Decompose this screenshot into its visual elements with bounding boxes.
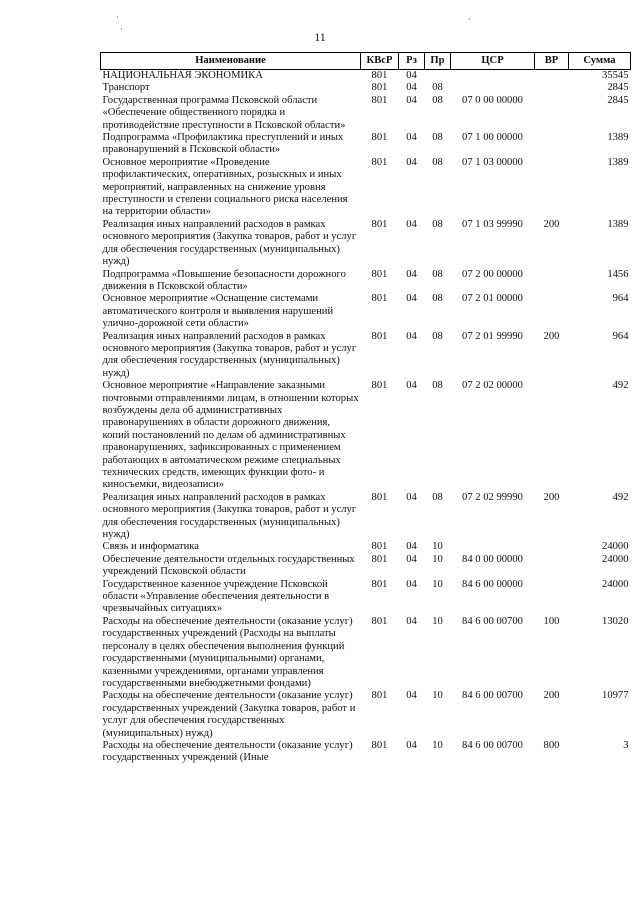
row-name: Реализация иных направлений расходов в рамках основного мероприятия (Закупка товаров, работ и услуг для обеспечения государственных (муниципальных) нужд) (102, 218, 357, 268)
row-kvsr: 801 (371, 330, 388, 342)
row-csr: 07 1 00 00000 (462, 132, 523, 144)
row-sum: 13020 (602, 615, 629, 627)
row-name: Реализация иных направлений расходов в рамках основного мероприятия (Закупка товаров, работ и услуг для обеспечения государственных (муниципальных) нужд) (102, 491, 357, 541)
row-name: Расходы на обеспечение деятельности (оказание услуг) государственных учреждений (Иные (102, 739, 353, 764)
table-row (101, 331, 631, 381)
header-csr: ЦСР (451, 53, 535, 70)
row-csr: 07 2 02 00000 (462, 380, 523, 392)
row-kvsr: 801 (371, 553, 388, 565)
row-vr (535, 579, 569, 616)
row-vr (535, 95, 569, 132)
row-rz: 04 (406, 132, 417, 144)
row-sum: 24000 (602, 578, 629, 590)
row-kvsr: 801 (371, 541, 388, 553)
row-csr: 07 2 02 99990 (462, 491, 523, 503)
row-rz: 04 (406, 330, 417, 342)
table-row (101, 70, 631, 83)
row-name: Расходы на обеспечение деятельности (оказание услуг) государственных учреждений (Закупка товаров, работ и услуг для обеспечения государственных (муниципальных) нужд) (102, 690, 356, 739)
row-name: Основное мероприятие «Оснащение системами автоматического контроля и выявления нарушений улично-дорожной сети области» (102, 293, 334, 330)
row-kvsr: 801 (371, 690, 388, 702)
budget-table (100, 52, 631, 765)
row-csr: 07 0 00 00000 (462, 94, 523, 106)
row-csr: 07 1 03 00000 (462, 156, 523, 168)
row-pr: 10 (432, 553, 443, 565)
table-row (101, 95, 631, 132)
row-name: Основное мероприятие «Направление заказными почтовыми отправлениями лицам, в отношении которых возбуждены дела об административных правонарушениях в области дорожного движения, копий постановлений по делам об административных правонарушениях, зафиксированных с применением работающих в автоматическом режиме специальных технических средств, имеющих функции фото- и киносъемки, видеозаписи» (102, 380, 359, 491)
row-kvsr: 801 (371, 739, 388, 751)
row-sum: 492 (612, 380, 629, 392)
row-name: Подпрограмма «Повышение безопасности дорожного движения в Псковской области» (102, 268, 346, 292)
row-sum: 3 (623, 739, 629, 751)
row-kvsr: 801 (371, 268, 388, 280)
row-pr: 08 (432, 491, 443, 503)
row-kvsr: 801 (371, 218, 388, 230)
row-sum: 10977 (602, 690, 629, 702)
table-row (101, 219, 631, 269)
table-row (101, 269, 631, 294)
row-pr: 08 (432, 156, 443, 168)
table-row (101, 541, 631, 553)
header-sum: Сумма (569, 53, 631, 70)
row-rz: 04 (406, 739, 417, 751)
row-kvsr: 801 (371, 293, 388, 305)
row-rz: 04 (406, 541, 417, 553)
row-vr (535, 380, 569, 492)
row-rz: 04 (406, 615, 417, 627)
row-rz: 04 (406, 268, 417, 280)
row-vr (535, 82, 569, 94)
table-row (101, 132, 631, 157)
row-pr: 08 (432, 82, 443, 94)
row-vr (535, 157, 569, 219)
row-name: Подпрограмма «Профилактика преступлений и иных правонарушений в Псковской области» (102, 132, 344, 156)
table-body (101, 70, 631, 765)
row-rz: 04 (406, 94, 417, 106)
row-kvsr: 801 (371, 615, 388, 627)
table-row (101, 157, 631, 219)
row-rz: 04 (406, 218, 417, 230)
row-pr: 08 (432, 293, 443, 305)
row-pr: 10 (432, 739, 443, 751)
row-pr: 08 (432, 132, 443, 144)
header-name: Наименование (101, 53, 361, 70)
row-kvsr: 801 (371, 380, 388, 392)
row-vr: 800 (543, 739, 560, 751)
row-sum: 24000 (602, 553, 629, 565)
row-pr: 10 (432, 690, 443, 702)
row-vr (535, 132, 569, 157)
row-name: Связь и информатика (102, 541, 199, 553)
row-csr (451, 82, 535, 94)
row-name: Реализация иных направлений расходов в рамках основного мероприятия (Закупка товаров, работ и услуг для обеспечения государственных (муниципальных) нужд) (102, 330, 357, 379)
row-rz: 04 (406, 491, 417, 503)
row-name: Государственное казенное учреждение Псковской области «Управление обеспечения деятельности в чрезвычайных ситуациях» (102, 578, 330, 615)
row-sum: 2845 (607, 82, 629, 94)
row-rz: 04 (406, 380, 417, 392)
row-csr: 84 6 00 00700 (462, 739, 523, 751)
row-name: Основное мероприятие «Проведение профилактических, оперативных, розыскных и иных мероприятий, направленных на снижение уровня преступности и степени социального риска населения на территории области» (102, 156, 348, 218)
row-sum: 2845 (607, 94, 629, 106)
row-kvsr: 801 (371, 156, 388, 168)
row-vr (535, 293, 569, 330)
row-pr: 08 (432, 380, 443, 392)
row-csr: 84 6 00 00700 (462, 690, 523, 702)
row-vr: 200 (543, 491, 560, 503)
table-header-row (101, 53, 631, 70)
row-kvsr: 801 (371, 82, 388, 94)
row-rz: 04 (406, 578, 417, 590)
row-rz: 04 (406, 690, 417, 702)
row-pr: 08 (432, 330, 443, 342)
table-row (101, 740, 631, 765)
row-kvsr: 801 (371, 491, 388, 503)
row-rz: 04 (406, 70, 417, 81)
row-vr: 100 (543, 615, 560, 627)
row-rz: 04 (406, 553, 417, 565)
row-kvsr: 801 (371, 94, 388, 106)
header-rz: Рз (399, 53, 425, 70)
row-csr: 84 0 00 00000 (462, 553, 523, 565)
row-kvsr: 801 (371, 578, 388, 590)
table-row (101, 690, 631, 740)
header-kvsr: КВсР (361, 53, 399, 70)
row-sum: 1456 (607, 268, 629, 280)
row-sum: 964 (612, 293, 629, 305)
row-csr: 07 1 03 99990 (462, 218, 523, 230)
row-pr (425, 70, 451, 83)
row-csr: 84 6 00 00000 (462, 578, 523, 590)
row-name: Расходы на обеспечение деятельности (оказание услуг) государственных учреждений (Расходы на выплаты персоналу в целях обеспечения выполнения функций государственными (муниципальными) органами, казенными учреждениями, органами управления государственными внебюджетными фондами) (102, 615, 353, 689)
row-name: НАЦИОНАЛЬНАЯ ЭКОНОМИКА (102, 70, 263, 81)
row-vr: 200 (543, 218, 560, 230)
row-csr: 07 2 00 00000 (462, 268, 523, 280)
table-row (101, 380, 631, 492)
scan-artifact: · (116, 12, 119, 22)
row-name: Обеспечение деятельности отдельных государственных учреждений Псковской области (102, 553, 355, 578)
row-vr (535, 70, 569, 83)
row-pr: 08 (432, 218, 443, 230)
row-csr: 07 2 01 99990 (462, 330, 523, 342)
scan-artifact: · (120, 24, 123, 34)
table-row (101, 492, 631, 542)
header-pr: Пр (425, 53, 451, 70)
row-rz: 04 (406, 82, 417, 94)
row-rz: 04 (406, 293, 417, 305)
row-vr: 200 (543, 330, 560, 342)
page-number: 11 (314, 30, 326, 44)
row-sum: 35545 (602, 70, 629, 81)
table-row (101, 82, 631, 94)
row-vr: 200 (543, 690, 560, 702)
row-kvsr: 801 (371, 70, 388, 81)
row-kvsr: 801 (371, 132, 388, 144)
row-name: Транспорт (102, 82, 150, 94)
row-csr: 84 6 00 00700 (462, 615, 523, 627)
row-sum: 1389 (607, 156, 629, 168)
row-vr (535, 541, 569, 553)
header-vr: ВР (535, 53, 569, 70)
row-pr: 08 (432, 94, 443, 106)
row-sum: 24000 (602, 541, 629, 553)
table-row (101, 293, 631, 330)
row-sum: 492 (612, 491, 629, 503)
row-csr (451, 70, 535, 83)
row-pr: 10 (432, 541, 443, 553)
row-vr (535, 554, 569, 579)
row-name: Государственная программа Псковской области «Обеспечение общественного порядка и противодействие преступности в Псковской области» (102, 94, 346, 131)
row-csr (451, 541, 535, 553)
row-sum: 964 (612, 330, 629, 342)
row-pr: 08 (432, 268, 443, 280)
row-pr: 10 (432, 615, 443, 627)
table-row (101, 616, 631, 690)
row-sum: 1389 (607, 218, 629, 230)
table-row (101, 554, 631, 579)
table-row (101, 579, 631, 616)
scan-artifact: · (468, 14, 471, 24)
row-csr: 07 2 01 00000 (462, 293, 523, 305)
row-vr (535, 269, 569, 294)
row-sum: 1389 (607, 132, 629, 144)
row-pr: 10 (432, 578, 443, 590)
row-rz: 04 (406, 156, 417, 168)
